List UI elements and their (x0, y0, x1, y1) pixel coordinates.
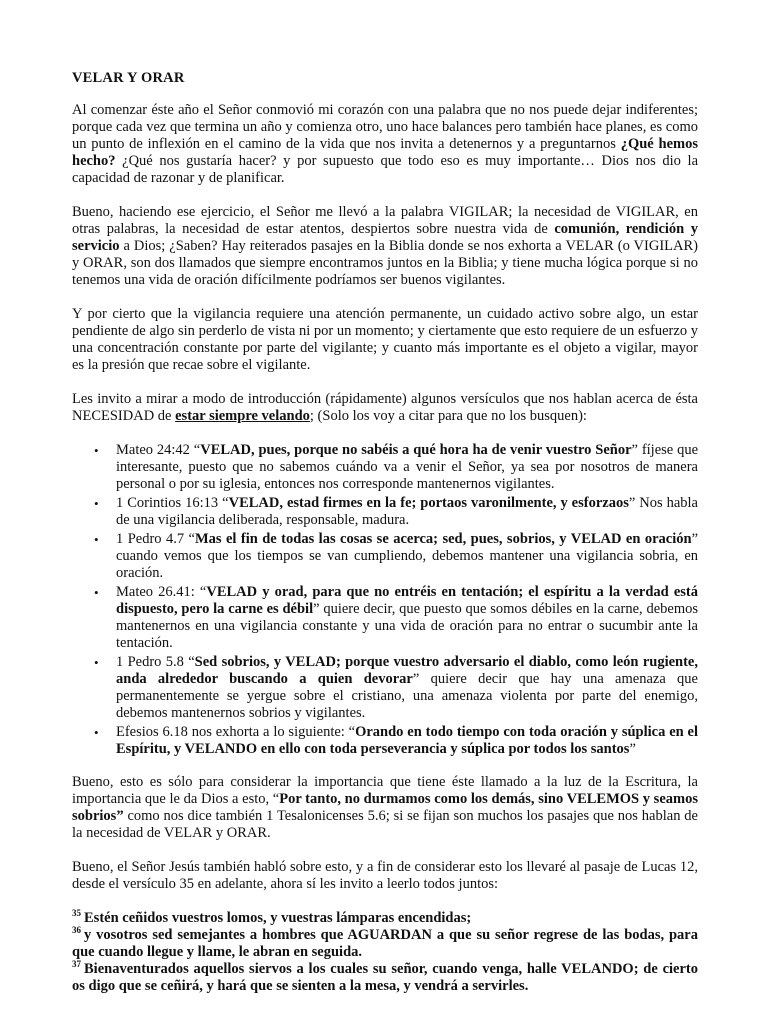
paragraph-thessalonians (72, 774, 698, 842)
verse-list (72, 442, 698, 758)
verse-quote: VELAD, estad firmes en la fe; portaos varonilmente, y esforzaos (228, 495, 629, 511)
verse-quote: VELAD y orad, para que no entréis en tentación; el espíritu a la verdad está dispuesto, pero la carne es débil (116, 584, 698, 617)
bold-phrase: Por tanto, no durmamos como los demás, sino VELEMOS y seamos sobrios” (72, 791, 698, 824)
paragraph-luke-intro: Bueno, el Señor Jesús también habló sobre esto, y a fin de considerar esto los llevaré al pasaje de Lucas 12, desde el versículo 35 en adelante, ahora sí les invito a leerlo todos juntos: (72, 859, 698, 892)
verse-commentary: ” quiere decir, que puesto que somos débiles en la carne, debemos mantenernos en una vigilancia constante y una vida de oración para no entrar o sucumbir ante la tentación. (116, 601, 699, 651)
verse-item (116, 442, 698, 493)
luke-passage (72, 910, 698, 995)
underlined-bold-phrase: estar siempre velando (175, 408, 310, 424)
luke-verse (72, 927, 698, 961)
paragraph-vigilar (72, 204, 698, 289)
verse-text: Bienaventurados aquellos siervos a los cuales su señor, cuando venga, halle VELANDO; de cierto os digo que se ceñirá, y hará que se sienten a la mesa, y vendrá a servirles. (72, 961, 698, 994)
paragraph-text: como nos dice también 1 Tesalonicenses 5.6; si se fijan son muchos los pasajes que nos hablan de la necesidad de VELAR y ORAR. (72, 808, 698, 841)
paragraph-vigilance: Y por cierto que la vigilancia requiere una atención permanente, un cuidado activo sobre algo, un estar pendiente de algo sin perderlo de vista ni por un momento; y ciertamente que esto requiere de un esfuerzo y una concentración constante por parte del vigilante; y cuanto más importante es el objeto a vigilar, mayor es la presión que recae sobre el vigilante. (72, 306, 698, 373)
verse-number: 35 (72, 908, 81, 919)
verse-commentary: ” (629, 741, 636, 757)
verse-quote: VELAD, pues, porque no sabéis a qué hora ha de venir vuestro Señor (200, 442, 632, 458)
paragraph-text: ; (Solo los voy a citar para que no los busquen): (309, 408, 587, 424)
verse-reference: 1 Pedro 4.7 “ (116, 531, 195, 547)
verse-commentary: ” quiere decir que hay una amenaza que permanentemente se yergue sobre el cristiano, una amenaza violenta por parte del enemigo, debemos mantenernos sobrios y vigilantes. (116, 671, 698, 721)
verse-item (116, 724, 698, 758)
verse-item (116, 584, 698, 652)
bold-phrase: comunión, rendición y servicio (72, 221, 698, 254)
paragraph-intro (72, 102, 698, 187)
verse-commentary: ” Nos habla de una vigilancia deliberada, responsable, madura. (116, 495, 698, 528)
luke-verse (72, 910, 698, 927)
verse-item (116, 495, 698, 529)
paragraph-text: Les invito a mirar a modo de introducción (rápidamente) algunos versículos que nos hablan acerca de ésta NECESIDAD de (72, 391, 698, 424)
paragraph-text: a Dios; ¿Saben? Hay reiterados pasajes en la Biblia donde se nos exhorta a VELAR (o VIGILAR) y ORAR, son dos llamados que siempre encontramos juntos en la Biblia; y tiene mucha lógica porque si no tenemos una vida de oración difícilmente podríamos ser buenos vigilantes. (72, 238, 698, 288)
verse-text: y vosotros sed semejantes a hombres que AGUARDAN a que su señor regrese de las bodas, para que cuando llegue y llame, le abran en seguida. (72, 927, 698, 960)
verse-quote: Mas el fin de todas las cosas se acerca; sed, pues, sobrios, y VELAD en oración (194, 531, 692, 547)
paragraph-text: Bueno, haciendo ese ejercicio, el Señor me llevó a la palabra VIGILAR; la necesidad de VIGILAR, en otras palabras, la necesidad de estar atentos, despiertos sobre nuestra vida de (72, 204, 698, 237)
bold-phrase: ¿Qué hemos hecho? (72, 136, 698, 169)
verse-quote: Sed sobrios, y VELAD; porque vuestro adversario el diablo, como león rugiente, anda alrededor buscando a quien devorar (116, 654, 698, 687)
verse-commentary: ” cuando vemos que los tiempos se van cumpliendo, debemos mantener una vigilancia sobria, en oración. (116, 531, 699, 581)
luke-verse (72, 961, 698, 995)
verse-reference: Mateo 24:42 “ (116, 442, 201, 458)
paragraph-text: ¿Qué nos gustaría hacer? y por supuesto que todo eso es muy importante… Dios nos dio la capacidad de razonar y de planificar. (72, 153, 698, 186)
verse-number: 37 (72, 959, 81, 970)
verse-number: 36 (72, 925, 81, 936)
paragraph-text: Al comenzar éste año el Señor conmovió mi corazón con una palabra que no nos puede dejar indiferentes; porque cada vez que termina un año y comienza otro, uno hace balances pero también hace planes, es como un punto de inflexión en el camino de la vida que nos invita a detenernos y a preguntarnos (72, 102, 698, 152)
verse-reference: 1 Pedro 5.8 “ (116, 654, 195, 670)
verse-item (116, 654, 698, 722)
document-title: VELAR Y ORAR (72, 70, 185, 86)
verse-reference: Mateo 26.41: “ (116, 584, 207, 600)
verse-reference: Efesios 6.18 nos exhorta a lo siguiente: “ (116, 724, 356, 740)
paragraph-verses-intro (72, 391, 698, 425)
verse-reference: 1 Corintios 16:13 “ (116, 495, 229, 511)
verse-commentary: ” fíjese que interesante, puesto que no sabemos cuándo va a venir el Señor, ya sea por nosotros de manera personal o por su iglesia, entonces nos corresponde mantenernos vigilantes. (116, 442, 699, 492)
paragraph-text: Bueno, esto es sólo para considerar la importancia que tiene éste llamado a la luz de la Escritura, la importancia que le da Dios a esto, “ (72, 774, 698, 807)
verse-item (116, 531, 698, 582)
verse-quote: Orando en todo tiempo con toda oración y súplica en el Espíritu, y VELANDO en ello con toda perseverancia y súplica por todos los santos (116, 724, 698, 757)
verse-text: Estén ceñidos vuestros lomos, y vuestras lámparas encendidas; (84, 910, 472, 926)
